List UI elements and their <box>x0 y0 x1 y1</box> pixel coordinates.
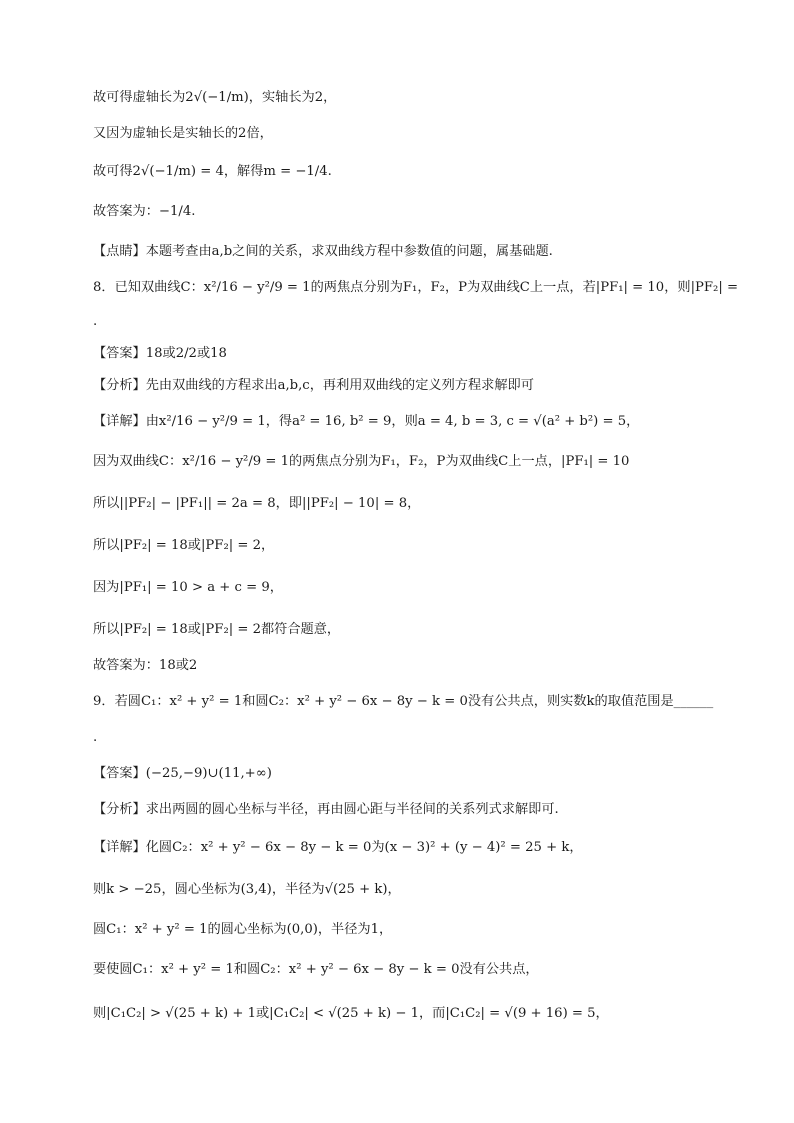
detail-q8-line-1: 【详解】由x²/16 − y²/9 = 1，得a² = 16, b² = 9，则a = 4, b = 3, c = √(a² + b²) = 5， <box>93 414 640 429</box>
detail-q9-line-1: 【详解】化圆C₂：x² + y² − 6x − 8y − k = 0为(x − 3)² + (y − 4)² = 25 + k， <box>93 840 583 855</box>
detail-q8-line-3: 所以||PF₂| − |PF₁|| = 2a = 8，即||PF₂| − 10| = 8， <box>93 496 421 511</box>
answer-q9: 【答案】(−25,−9)∪(11,+∞) <box>93 766 272 781</box>
solution-line-solve-m: 故可得2√(−1/m) = 4，解得m = −1/4. <box>93 164 332 179</box>
question-9-tail: . <box>93 730 98 745</box>
detail-q8-line-2: 因为双曲线C：x²/16 − y²/9 = 1的两焦点分别为F₁，F₂，P为双曲线C上一点，|PF₁| = 10 <box>93 454 630 469</box>
question-8: 8．已知双曲线C：x²/16 − y²/9 = 1的两焦点分别为F₁，F₂，P为双曲线C上一点，若|PF₁| = 10，则|PF₂| = <box>93 280 739 295</box>
question-9: 9．若圆C₁：x² + y² = 1和圆C₂：x² + y² − 6x − 8y − k = 0没有公共点，则实数k的取值范围是______ <box>93 694 714 709</box>
detail-q9-line-4: 要使圆C₁：x² + y² = 1和圆C₂：x² + y² − 6x − 8y − k = 0没有公共点， <box>93 962 539 977</box>
detail-q8-line-6: 所以|PF₂| = 18或|PF₂| = 2都符合题意， <box>93 622 341 637</box>
solution-line-double-relation: 又因为虚轴长是实轴长的2倍， <box>93 126 273 141</box>
solution-line-imaginary-axis: 故可得虚轴长为2√(−1/m)，实轴长为2， <box>93 90 337 105</box>
detail-q9-line-2: 则k > −25，圆心坐标为(3,4)，半径为√(25 + k)， <box>93 882 401 897</box>
detail-q8-line-5: 因为|PF₁| = 10 > a + c = 9， <box>93 580 283 595</box>
comment-line-q7: 【点睛】本题考查由a,b之间的关系，求双曲线方程中参数值的问题，属基础题. <box>93 244 553 259</box>
detail-q8-line-4: 所以|PF₂| = 18或|PF₂| = 2， <box>93 538 275 553</box>
answer-line-q7: 故答案为：−1/4. <box>93 204 196 219</box>
detail-q9-line-5: 则|C₁C₂| > √(25 + k) + 1或|C₁C₂| < √(25 + k) − 1，而|C₁C₂| = √(9 + 16) = 5， <box>93 1006 609 1021</box>
analysis-q8: 【分析】先由双曲线的方程求出a,b,c，再利用双曲线的定义列方程求解即可 <box>93 378 534 393</box>
answer-q8: 【答案】18或2/2或18 <box>93 346 227 361</box>
detail-q8-answer: 故答案为：18或2 <box>93 658 198 673</box>
analysis-q9: 【分析】求出两圆的圆心坐标与半径，再由圆心距与半径间的关系列式求解即可. <box>93 802 559 817</box>
detail-q9-line-3: 圆C₁：x² + y² = 1的圆心坐标为(0,0)，半径为1， <box>93 922 393 937</box>
question-8-tail: . <box>93 314 98 329</box>
